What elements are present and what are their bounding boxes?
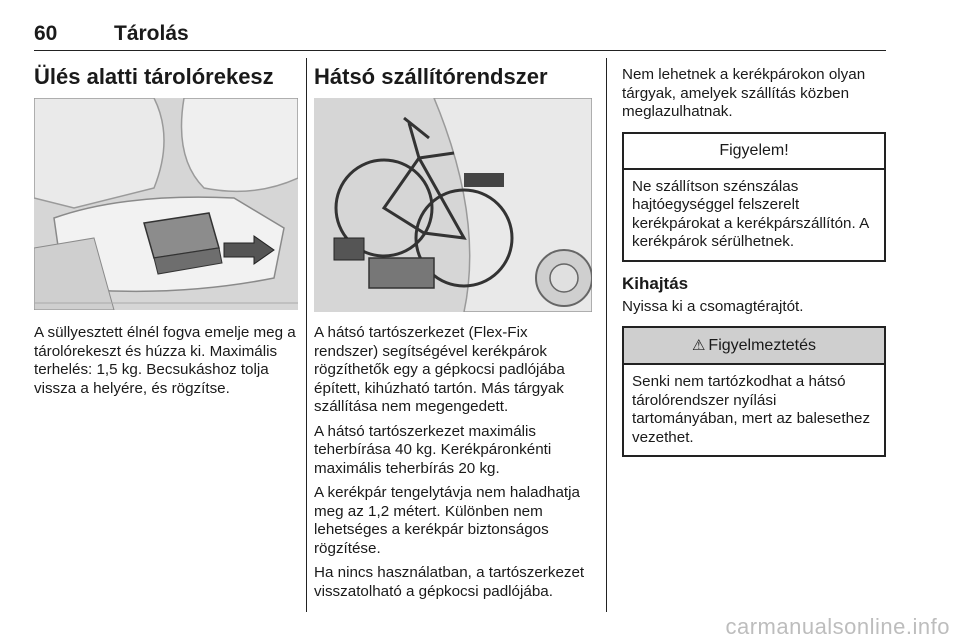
column-rear-carrier — [314, 58, 592, 607]
warning-header — [624, 328, 884, 365]
section-title: Tárolás — [114, 22, 189, 45]
column-notices — [622, 58, 886, 457]
unfold-text: Nyissa ki a csomagtérajtót. — [622, 297, 804, 315]
notice-box — [622, 132, 886, 262]
column-divider-2 — [606, 58, 607, 612]
underseat-heading: Ülés alatti tárolórekesz — [34, 64, 274, 89]
warning-triangle-icon: ⚠ — [691, 337, 706, 354]
underseat-drawer-illustration — [34, 98, 298, 310]
rear-bike-carrier-illustration — [314, 98, 592, 312]
page-number: 60 — [34, 22, 58, 45]
notice-title: Figyelem! — [624, 134, 884, 170]
column-divider-1 — [306, 58, 307, 612]
notice-text: Ne szállítson szénszálas hajtóegységgel felszerelt kerékpárokat a kerékpárszállítón. A kerékpárok sérülhetnek. — [632, 177, 869, 250]
unfold-heading: Kihajtás — [622, 273, 689, 293]
rear-carrier-paragraph-4: Ha nincs használatban, a tartószerkezet visszatolható a gépkocsi padlójába. — [314, 564, 585, 600]
watermark: carmanualsonline.info — [725, 614, 950, 639]
rear-carrier-paragraph-1: A hátsó tartószerkezet (Flex-Fix rendszer) segítségével kerékpárok rögzíthetők egy a gépkocsi padlójába épített, kihúzható tartón. Más tárgyak szállítása nem megengedett. — [314, 324, 565, 415]
loose-objects-paragraph: Nem lehetnek a kerékpárokon olyan tárgyak, amelyek szállítás közben meglazulhatnak. — [622, 66, 866, 120]
rear-carrier-paragraph-3: A kerékpár tengelytávja nem haladhatja meg az 1,2 métert. Különben nem lehetséges a kerékpár biztonságos rögzítése. — [314, 484, 580, 557]
warning-title: Figyelmeztetés — [708, 337, 817, 354]
rear-carrier-paragraph-2: A hátsó tartószerkezet maximális teherbírása 40 kg. Kerékpáronkénti maximális teherbírás 20 kg. — [314, 422, 552, 477]
warning-text: Senki nem tartózkodhat a hátsó tárolórendszer nyílási tartományában, mert az balesethez vezethet. — [632, 373, 871, 446]
underseat-paragraph: A süllyesztett élnél fogva emelje meg a tárolórekeszt és húzza ki. Maximális terhelés: 1,5 kg. Becsukáshoz tolja vissza a helyére, és rögzítse. — [34, 324, 296, 397]
page-header — [34, 20, 886, 51]
column-underseat-storage — [34, 58, 298, 404]
warning-box — [622, 326, 886, 457]
rear-carrier-heading: Hátsó szállítórendszer — [314, 64, 548, 89]
